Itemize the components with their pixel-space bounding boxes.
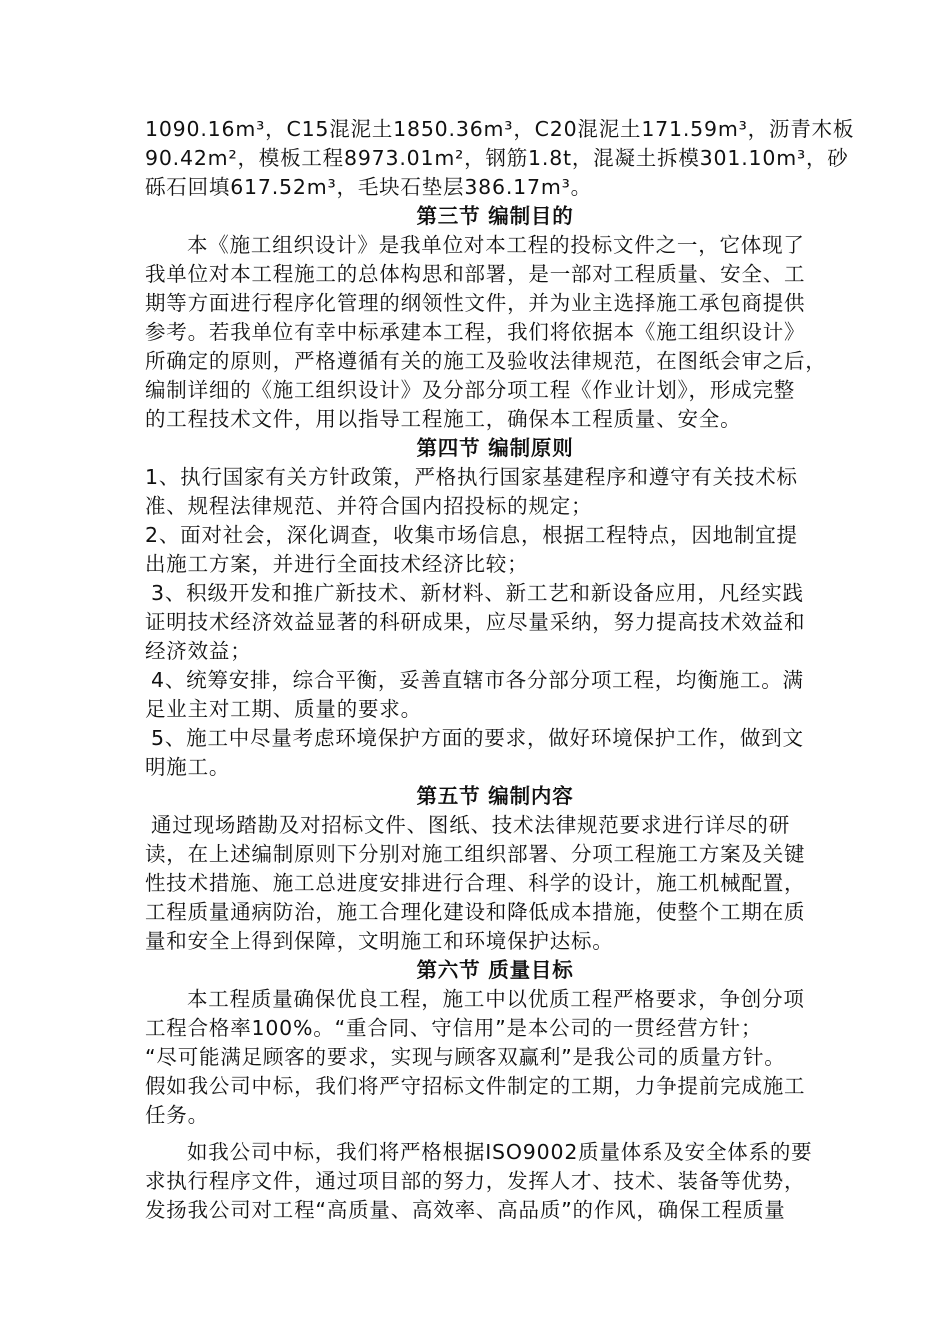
section5-line: 工程质量通病防治，施工合理化建设和降低成本措施，使整个工期在质 bbox=[145, 900, 806, 924]
section3-heading: 第三节 编制目的 bbox=[416, 204, 574, 228]
section4-line: 明施工。 bbox=[145, 755, 231, 779]
section4-line: 5、施工中尽量考虑环境保护方面的要求，做好环境保护工作，做到文 bbox=[151, 726, 804, 750]
section4-line: 4、统筹安排，综合平衡，妥善直辖市各分部分项工程，均衡施工。满 bbox=[151, 668, 804, 692]
section3-line: 期等方面进行程序化管理的纲领性文件，并为业主选择施工承包商提供 bbox=[145, 291, 806, 315]
section6-para1-line: 工程合格率100%。“重合同、守信用”是本公司的一贯经营方针； bbox=[145, 1016, 763, 1040]
document-page bbox=[145, 115, 855, 1225]
section4-line: 足业主对工期、质量的要求。 bbox=[145, 697, 422, 721]
section3-line: 的工程技术文件，用以指导工程施工，确保本工程质量、安全。 bbox=[145, 407, 742, 431]
section6-para2-line: 如我公司中标，我们将严格根据ISO9002质量体系及安全体系的要 bbox=[187, 1140, 813, 1164]
intro-line: 1090.16m³，C15混泥土1850.36m³，C20混泥土171.59m³，沥青木板 bbox=[145, 117, 855, 141]
section6-heading: 第六节 质量目标 bbox=[416, 958, 574, 982]
section4-line: 证明技术经济效益显著的科研成果，应尽量采纳，努力提高技术效益和 bbox=[145, 610, 806, 634]
paragraph-gap bbox=[145, 1130, 845, 1138]
section5-line: 通过现场踏勘及对招标文件、图纸、技术法律规范要求进行详尽的研 bbox=[151, 813, 790, 837]
section6-para2-line: 发扬我公司对工程“高质量、高效率、高品质”的作风，确保工程质量 bbox=[145, 1198, 786, 1222]
section4-line: 出施工方案，并进行全面技术经济比较； bbox=[145, 552, 529, 576]
section6-para1-line: 任务。 bbox=[145, 1103, 209, 1127]
section4-line: 1、执行国家有关方针政策，严格执行国家基建程序和遵守有关技术标 bbox=[145, 465, 798, 489]
section3-line: 我单位对本工程施工的总体构思和部署，是一部对工程质量、安全、工 bbox=[145, 262, 806, 286]
section4-line: 2、面对社会，深化调查，收集市场信息，根据工程特点，因地制宜提 bbox=[145, 523, 798, 547]
section5-line: 读，在上述编制原则下分别对施工组织部署、分项工程施工方案及关键 bbox=[145, 842, 806, 866]
section6-para2-line: 求执行程序文件，通过项目部的努力，发挥人才、技术、装备等优势， bbox=[145, 1169, 806, 1193]
intro-line: 90.42m²，模板工程8973.01m²，钢筋1.8t，混凝土拆模301.10m³，砂 bbox=[145, 146, 849, 170]
intro-line: 砾石回填617.52m³，毛块石垫层386.17m³。 bbox=[145, 175, 592, 199]
section5-heading: 第五节 编制内容 bbox=[416, 784, 574, 808]
section6-para1-line: 假如我公司中标，我们将严守招标文件制定的工期，力争提前完成施工 bbox=[145, 1074, 806, 1098]
section4-heading: 第四节 编制原则 bbox=[416, 436, 574, 460]
section3-line: 参考。若我单位有幸中标承建本工程，我们将依据本《施工组织设计》 bbox=[145, 320, 806, 344]
section3-line: 所确定的原则，严格遵循有关的施工及验收法律规范，在图纸会审之后， bbox=[145, 349, 827, 373]
section4-line: 3、积级开发和推广新技术、新材料、新工艺和新设备应用，凡经实践 bbox=[151, 581, 804, 605]
section3-line: 编制详细的《施工组织设计》及分部分项工程《作业计划》，形成完整 bbox=[145, 378, 796, 402]
section6-para1-line: 本工程质量确保优良工程，施工中以优质工程严格要求，争创分项 bbox=[187, 987, 805, 1011]
section4-line: 经济效益； bbox=[145, 639, 252, 663]
section3-line: 本《施工组织设计》是我单位对本工程的投标文件之一，它体现了 bbox=[187, 233, 805, 257]
section5-line: 性技术措施、施工总进度安排进行合理、科学的设计，施工机械配置， bbox=[145, 871, 806, 895]
section4-line: 准、规程法律规范、并符合国内招投标的规定； bbox=[145, 494, 593, 518]
section6-para1-line: “尽可能满足顾客的要求，实现与顾客双赢利”是我公司的质量方针。 bbox=[145, 1045, 786, 1069]
section5-line: 量和安全上得到保障，文明施工和环境保护达标。 bbox=[145, 929, 614, 953]
